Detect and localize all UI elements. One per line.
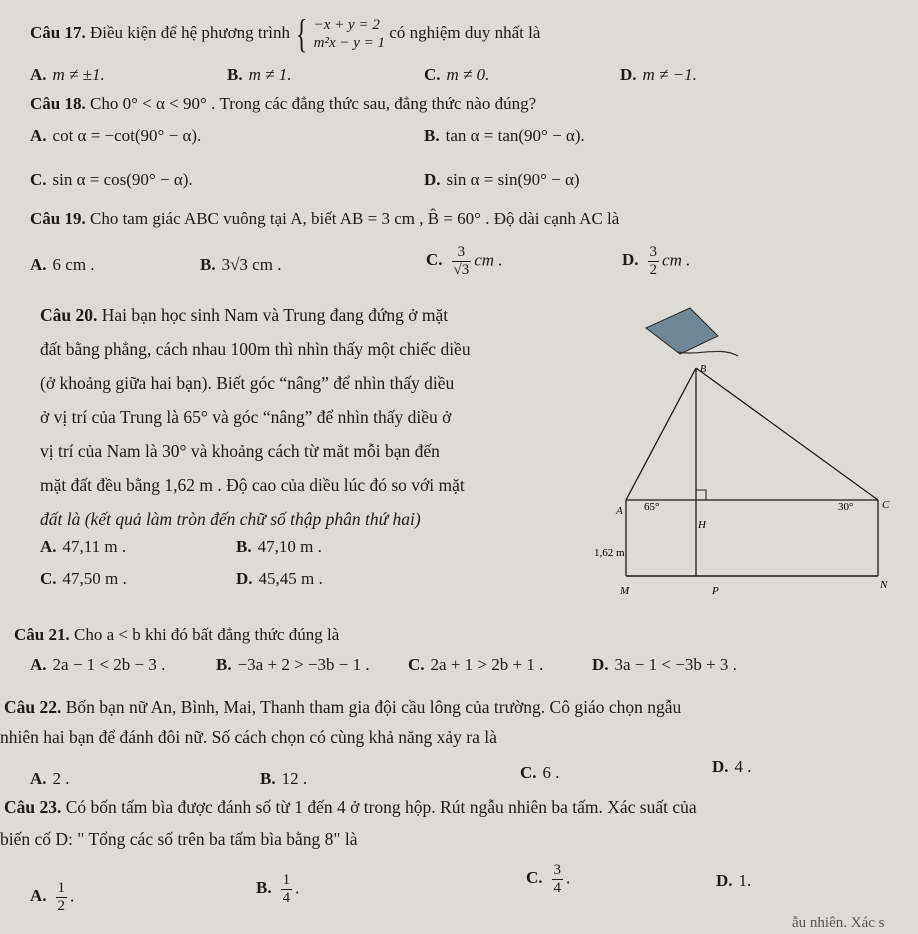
q23-option-a[interactable] xyxy=(30,880,74,915)
q18-label: Câu 18. xyxy=(30,94,86,113)
option-letter: A. xyxy=(30,886,47,906)
system-brace: { xyxy=(296,11,308,56)
option-text: −3a + 2 > −3b − 1 . xyxy=(237,655,370,674)
option-text: sin α = sin(90° − α) xyxy=(446,170,580,189)
q20-option-c[interactable] xyxy=(40,568,127,590)
angle-a-label: 65° xyxy=(644,501,660,513)
option-letter: D. xyxy=(622,250,639,270)
q21-option-a[interactable] xyxy=(30,654,165,676)
q22-option-c[interactable] xyxy=(520,762,560,784)
q18-stem xyxy=(30,93,536,115)
option-letter: A. xyxy=(30,655,47,674)
numerator: 3 xyxy=(452,244,472,262)
q19-option-b[interactable] xyxy=(200,254,281,276)
option-letter: D. xyxy=(592,655,609,674)
option-letter: B. xyxy=(216,655,232,674)
option-text: 6 . xyxy=(542,763,560,782)
denominator: 4 xyxy=(282,890,291,906)
option-text: 45,45 m . xyxy=(258,569,323,588)
sight-line-a xyxy=(626,368,696,500)
q18-option-a[interactable] xyxy=(30,125,201,147)
option-letter: D. xyxy=(712,757,729,776)
option-letter: D. xyxy=(236,569,253,588)
option-letter: A. xyxy=(30,65,47,84)
q23-option-b[interactable] xyxy=(256,872,299,907)
q19-label: Câu 19. xyxy=(30,209,86,228)
q23-line1 xyxy=(4,796,697,818)
sight-line-c xyxy=(696,368,878,500)
q17-text-after: có nghiệm duy nhất là xyxy=(389,22,541,42)
option-text: m ≠ ±1. xyxy=(52,65,105,84)
fraction xyxy=(452,244,472,279)
option-letter: A. xyxy=(30,126,47,145)
label-h: H xyxy=(698,519,706,531)
option-letter: C. xyxy=(526,868,543,888)
option-letter: B. xyxy=(236,537,252,556)
option-letter: B. xyxy=(260,769,276,788)
q18-option-c[interactable] xyxy=(30,169,193,191)
fraction xyxy=(56,880,68,915)
q17-option-d[interactable] xyxy=(620,64,697,86)
q19-option-a[interactable] xyxy=(30,254,95,276)
option-text: 3a − 1 < −3b + 3 . xyxy=(614,655,737,674)
option-letter: D. xyxy=(620,65,637,84)
q20-line: (ở khoảng giữa hai bạn). Biết góc “nâng” để nhìn thấy diều xyxy=(40,373,455,393)
option-text: 2a − 1 < 2b − 3 . xyxy=(52,655,166,674)
option-letter: B. xyxy=(200,255,216,274)
q19-option-c[interactable] xyxy=(426,244,503,279)
q17-option-b[interactable] xyxy=(227,64,291,86)
q20-line: mặt đất đều bằng 1,62 m . Độ cao của diều lúc đó so với mặt xyxy=(40,475,465,495)
q20-option-a[interactable] xyxy=(40,536,126,558)
option-letter: C. xyxy=(424,65,441,84)
label-m: M xyxy=(620,585,630,597)
label-a: A xyxy=(616,505,623,517)
option-text: tan α = tan(90° − α). xyxy=(445,126,585,145)
q23-option-c[interactable] xyxy=(526,862,570,897)
option-text: m ≠ −1. xyxy=(642,65,697,84)
q19-option-d[interactable] xyxy=(622,244,690,279)
option-text: 6 cm . xyxy=(52,255,95,274)
option-tail: . xyxy=(70,886,75,906)
q21-stem xyxy=(14,624,339,646)
q23-option-d[interactable] xyxy=(716,870,751,892)
q18-text: Cho 0° < α < 90° . Trong các đẳng thức sau, đẳng thức nào đúng? xyxy=(89,94,537,113)
q23-label: Câu 23. xyxy=(4,797,62,817)
option-unit: cm . xyxy=(662,250,691,270)
label-c: C xyxy=(882,499,890,511)
right-angle-mark xyxy=(696,490,706,500)
option-letter: B. xyxy=(424,126,440,145)
kite-figure xyxy=(588,296,908,606)
q17-option-a[interactable] xyxy=(30,64,105,86)
q21-text: Cho a < b khi đó bất đẳng thức đúng là xyxy=(73,625,340,644)
option-letter: C. xyxy=(408,655,425,674)
q20-option-d[interactable] xyxy=(236,568,323,590)
option-text: 12 . xyxy=(281,769,308,788)
q22-label: Câu 22. xyxy=(4,697,62,717)
option-text: 47,11 m . xyxy=(62,537,127,556)
option-text: 47,10 m . xyxy=(257,537,322,556)
q17-system xyxy=(314,16,385,52)
option-text: 1. xyxy=(738,871,752,890)
q20-label: Câu 20. xyxy=(40,305,98,325)
option-letter: C. xyxy=(426,250,443,270)
q20-line: đất là (kết quả làm tròn đến chữ số thập phân thứ hai) xyxy=(40,509,421,529)
q22-text: Bốn bạn nữ An, Bình, Mai, Thanh tham gia đội cầu lông của trường. Cô giáo chọn ngẫu xyxy=(65,697,682,717)
q20-line: Hai bạn học sinh Nam và Trung đang đứng ở mặt xyxy=(101,305,449,325)
numerator: 3 xyxy=(553,862,562,878)
q20-option-b[interactable] xyxy=(236,536,322,558)
option-text: m ≠ 1. xyxy=(248,65,292,84)
q19-text: Cho tam giác ABC vuông tại A, biết AB = 3 cm , B̂ = 60° . Độ dài cạnh AC là xyxy=(89,209,620,228)
label-n: N xyxy=(880,579,888,591)
q17-option-c[interactable] xyxy=(424,64,489,86)
q21-option-c[interactable] xyxy=(408,654,543,676)
option-text: 4 . xyxy=(734,757,752,776)
option-letter: C. xyxy=(40,569,57,588)
fraction xyxy=(648,244,660,279)
q22-option-d[interactable] xyxy=(712,756,752,778)
option-letter: C. xyxy=(30,170,47,189)
option-letter: A. xyxy=(30,255,47,274)
q17-label: Câu 17. xyxy=(30,22,86,42)
option-tail: . xyxy=(566,868,571,888)
q20-stem xyxy=(40,298,590,536)
option-letter: A. xyxy=(40,537,57,556)
option-letter: D. xyxy=(716,871,733,890)
option-text: 3√3 cm . xyxy=(221,255,282,274)
option-letter: B. xyxy=(227,65,243,84)
q18-option-d[interactable] xyxy=(424,169,580,191)
option-text: m ≠ 0. xyxy=(446,65,490,84)
height-label: 1,62 m xyxy=(594,547,625,559)
q20-line: ở vị trí của Trung là 65° và góc “nâng” để nhìn thấy diều ở xyxy=(40,407,452,427)
label-b: B xyxy=(700,364,707,375)
q22-option-b[interactable] xyxy=(260,768,307,790)
option-text: cot α = −cot(90° − α). xyxy=(52,126,202,145)
fraction xyxy=(552,862,564,897)
numerator: 1 xyxy=(57,880,66,896)
option-tail: . xyxy=(295,878,300,898)
q21-option-d[interactable] xyxy=(592,654,737,676)
option-text: sin α = cos(90° − α). xyxy=(52,170,193,189)
q18-option-b[interactable] xyxy=(424,125,585,147)
q23-line2: biến cố D: " Tổng các số trên ba tấm bìa bằng 8" là xyxy=(0,829,358,849)
q20-line: vị trí của Nam là 30° và khoảng cách từ mắt mỗi bạn đến xyxy=(40,441,440,461)
option-letter: D. xyxy=(424,170,441,189)
q17-eq2: m²x − y = 1 xyxy=(313,35,386,51)
denominator: 2 xyxy=(649,262,658,278)
q23-text: Có bốn tấm bìa được đánh số từ 1 đến 4 ở trong hộp. Rút ngẫu nhiên ba tấm. Xác suất của xyxy=(65,797,697,817)
numerator: 3 xyxy=(649,244,658,260)
fraction xyxy=(281,872,293,907)
denominator: √3 xyxy=(453,262,470,278)
q22-line2: nhiên hai bạn để đánh đôi nữ. Số cách chọn có cùng khả năng xảy ra là xyxy=(0,727,497,747)
q20-line: đất bằng phẳng, cách nhau 100m thì nhìn thấy một chiếc diều xyxy=(40,339,471,359)
angle-c-label: 30° xyxy=(838,501,854,513)
option-unit: cm . xyxy=(474,250,503,270)
option-text: 47,50 m . xyxy=(62,569,127,588)
option-letter: B. xyxy=(256,878,272,898)
denominator: 4 xyxy=(553,880,562,896)
kite-string xyxy=(678,351,738,356)
numerator: 1 xyxy=(282,872,291,888)
option-letter: A. xyxy=(30,769,47,788)
kite-icon xyxy=(646,308,718,354)
q17-eq1: −x + y = 2 xyxy=(313,17,380,33)
q17-stem xyxy=(30,11,541,56)
q21-option-b[interactable] xyxy=(216,654,370,676)
q17-text-before: Điều kiện để hệ phương trình xyxy=(89,22,290,42)
option-text: 2 . xyxy=(52,769,70,788)
q22-option-a[interactable] xyxy=(30,768,70,790)
denominator: 2 xyxy=(57,898,66,914)
q21-label: Câu 21. xyxy=(14,625,70,644)
label-p: P xyxy=(712,585,719,597)
option-text: 2a + 1 > 2b + 1 . xyxy=(430,655,544,674)
footer-fragment: ẫu nhiên. Xác s xyxy=(792,915,885,931)
q22-line1 xyxy=(4,696,681,718)
q19-stem xyxy=(30,208,619,230)
option-letter: C. xyxy=(520,763,537,782)
